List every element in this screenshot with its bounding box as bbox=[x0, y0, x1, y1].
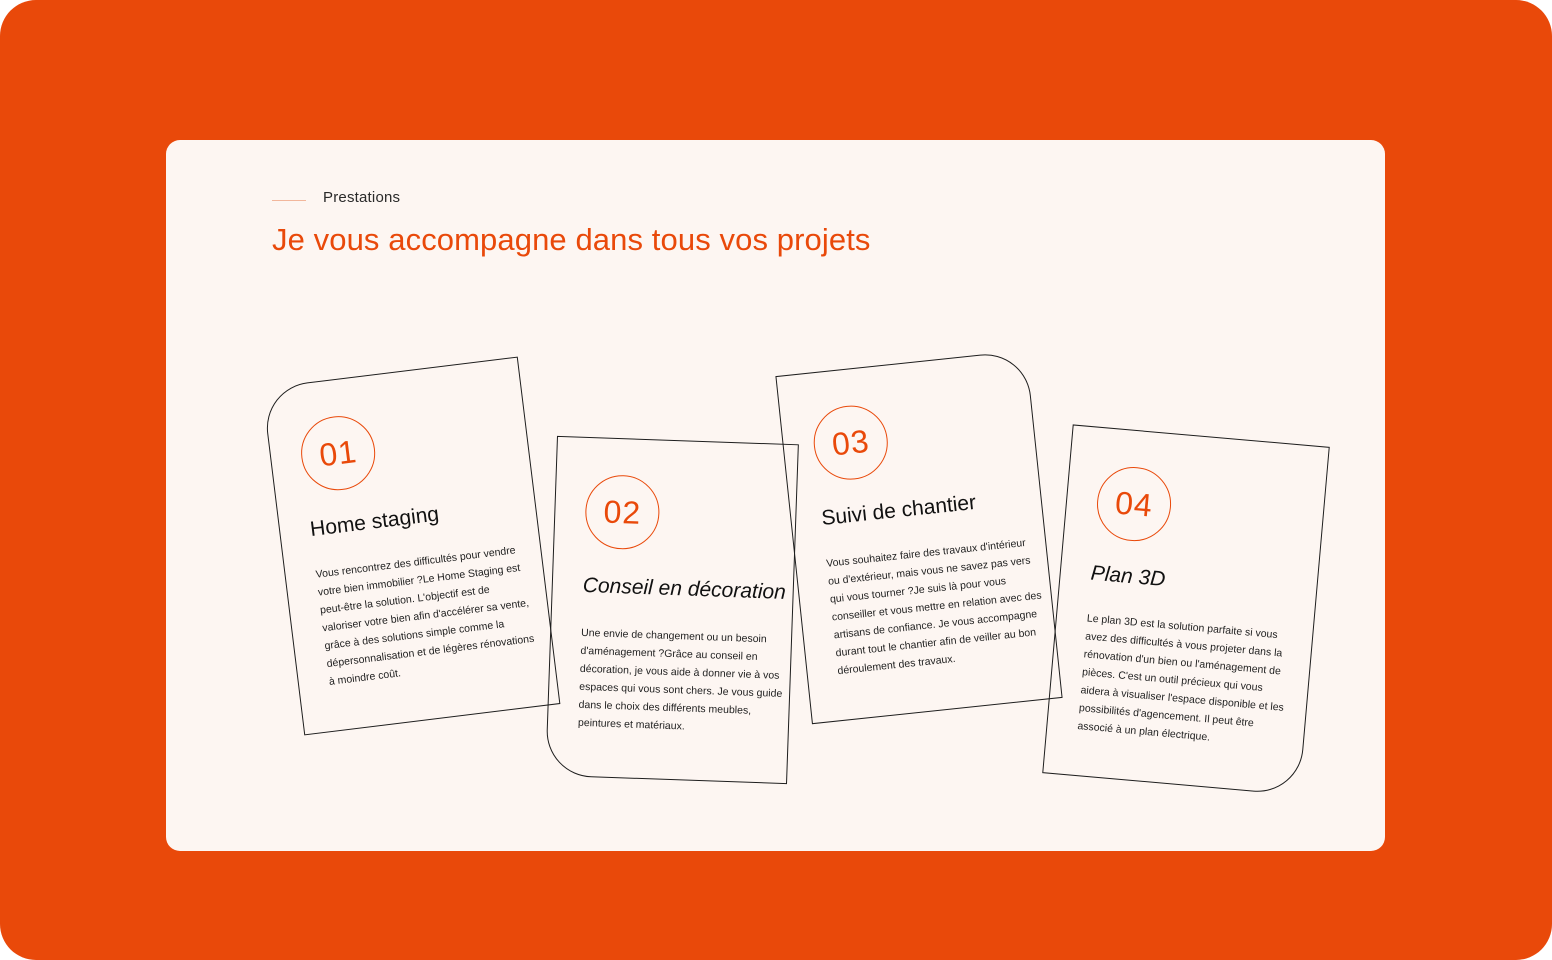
card-description: Vous rencontrez des difficultés pour vendre votre bien immobilier ?Le Home Staging est peut-être la solution. L'objectif est de valoriser votre bien afin d'accélérer sa vente, grâce à des solutions simple comme la dépersonnalisation et de légères rénovations à moindre coût. bbox=[315, 544, 535, 688]
services-panel bbox=[166, 140, 1385, 851]
eyebrow-divider bbox=[272, 200, 306, 201]
service-card-plan-3d[interactable] bbox=[1042, 424, 1330, 795]
card-title: Suivi de chantier bbox=[820, 490, 978, 531]
card-description: Le plan 3D est la solution parfaite si vous avez des difficultés à vous projeter dans la rénovation d'un bien ou l'aménagement de pièces. C'est un outil précieux qui vous aidera à visualiser l'espace disponible et les possibilités d'agencement. Il peut être associé à un plan électrique. bbox=[1076, 612, 1285, 744]
service-card-home-staging[interactable] bbox=[262, 357, 561, 736]
section-eyebrow: Prestations bbox=[323, 189, 401, 206]
card-number-badge: 01 bbox=[297, 412, 379, 494]
card-number-badge: 03 bbox=[810, 402, 891, 483]
card-description: Une envie de changement ou un besoin d'aménagement ?Grâce au conseil en décoration, je vous aide à donner vie à vos espaces qui vous sont chers. Je vous guide dans le choix des différents meubles, peintures et matériaux. bbox=[577, 626, 783, 733]
card-number-badge: 02 bbox=[584, 474, 661, 551]
card-title: Plan 3D bbox=[1089, 561, 1167, 592]
card-title: Conseil en décoration bbox=[582, 573, 787, 604]
card-number-badge: 04 bbox=[1094, 464, 1174, 544]
card-title: Home staging bbox=[308, 502, 441, 542]
section-title: Je vous accompagne dans tous vos projets bbox=[272, 222, 871, 257]
service-card-suivi-chantier[interactable] bbox=[775, 350, 1062, 724]
service-card-conseil-decoration[interactable] bbox=[545, 436, 799, 784]
card-description: Vous souhaitez faire des travaux d'intérieur ou d'extérieur, mais vous ne savez pas vers qui vous tourner ?Je suis là pour vous conseiller et vous mettre en relation avec des artisans de confiance. Je vous accompagne durant tout le chantier afin de veiller au bon déroulement des travaux. bbox=[825, 536, 1043, 678]
